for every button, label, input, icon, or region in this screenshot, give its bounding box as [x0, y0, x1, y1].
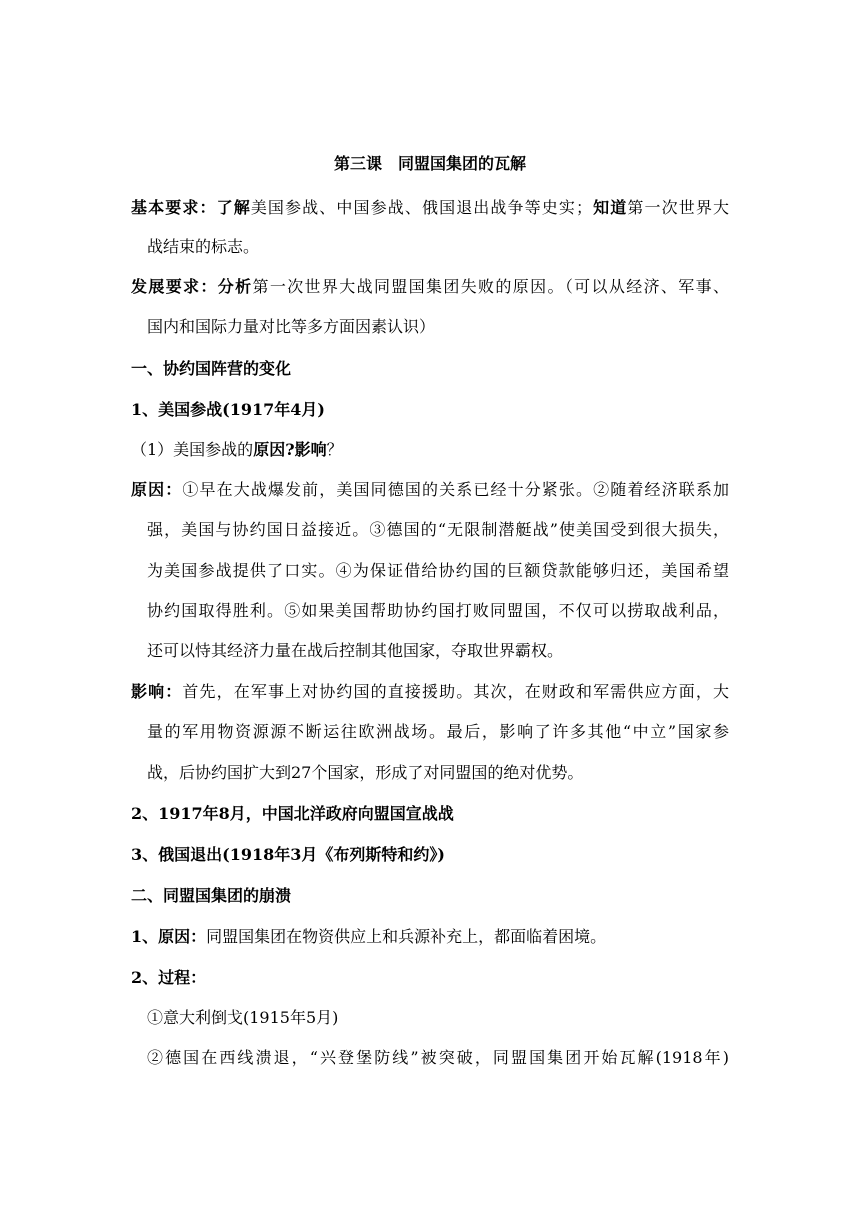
- section-1-heading: 一、协约国阵营的变化: [131, 359, 292, 378]
- effect-text-1: 首先，在军事上对协约国的直接援助。其次，在财政和军需供应方面，大: [182, 682, 729, 701]
- reason-label: 原因：: [131, 480, 183, 499]
- section-2-item-1-label: 1、原因：: [131, 927, 207, 946]
- development-requirement-line-2: 国内和国际力量对比等多方面因素认识）: [147, 317, 436, 336]
- section-2-heading: 二、同盟国集团的崩溃: [131, 886, 292, 905]
- reason-text-1: ①早在大战爆发前，美国同德国的关系已经十分紧张。②随着经济联系加: [182, 480, 729, 499]
- reason-line-4: 协约国取得胜利。⑤如果美国帮助协约国打败同盟国，不仅可以捞取战利品，: [147, 601, 729, 620]
- basic-requirement-label: 基本要求：: [131, 198, 217, 217]
- process-step-1: ①意大利倒戈(1915年5月): [147, 1008, 339, 1027]
- effect-line-3: 战，后协约国扩大到27个国家，形成了对同盟国的绝对优势。: [147, 763, 584, 782]
- basic-requirement-line-2: 战结束的标志。: [147, 237, 260, 256]
- reason-line-3: 为美国参战提供了口实。④为保证借给协约国的巨额贷款能够归还，美国希望: [147, 561, 729, 580]
- effect-line-2: 量的军用物资源源不断运往欧洲战场。最后，影响了许多其他“中立”国家参: [147, 722, 729, 741]
- basic-req-keyword-2: 知道: [592, 198, 628, 217]
- section-1-item-2: 2、1917年8月，中国北洋政府向盟国宣战战: [131, 804, 454, 823]
- development-requirement-line-1: [131, 275, 729, 299]
- question-line: [131, 438, 343, 462]
- basic-req-text-1: 美国参战、中国参战、俄国退出战争等史实；: [250, 198, 593, 217]
- section-1-item-3: 3、俄国退出(1918年3月《布列斯特和约》): [131, 845, 445, 864]
- section-2-item-1-text: 同盟国集团在物资供应上和兵源补充上，都面临着困境。: [206, 927, 607, 946]
- effect-label: 影响：: [131, 682, 183, 701]
- dev-req-keyword: 分析: [217, 277, 253, 296]
- basic-requirement-line-1: [131, 196, 729, 220]
- reason-line-5: 还可以恃其经济力量在战后控制其他国家，夺取世界霸权。: [147, 641, 564, 660]
- section-2-item-2-label: 2、过程：: [131, 968, 207, 987]
- question-suffix: ？: [326, 440, 343, 459]
- lesson-title: 第三课 同盟国集团的瓦解: [333, 154, 526, 173]
- dev-req-text: 第一次世界大战同盟国集团失败的原因。（可以从经济、军事、: [252, 277, 729, 296]
- question-keyword: 原因?影响: [253, 440, 327, 459]
- basic-req-text-2: 第一次世界大: [627, 198, 729, 217]
- process-step-2: ②德国在西线溃退，“兴登堡防线”被突破，同盟国集团开始瓦解(1918年): [147, 1048, 729, 1067]
- section-1-item-1: 1、美国参战(1917年4月): [131, 400, 325, 419]
- question-prefix: （1）美国参战的: [131, 440, 254, 459]
- effect-line-1: [131, 680, 729, 704]
- development-requirement-label: 发展要求：: [131, 277, 218, 296]
- section-2-item-1: [131, 925, 606, 949]
- reason-line-2: 强，美国与协约国日益接近。③德国的“无限制潜艇战”使美国受到很大损失，: [147, 520, 729, 539]
- reason-line-1: [131, 478, 729, 502]
- basic-req-keyword-1: 了解: [216, 198, 251, 217]
